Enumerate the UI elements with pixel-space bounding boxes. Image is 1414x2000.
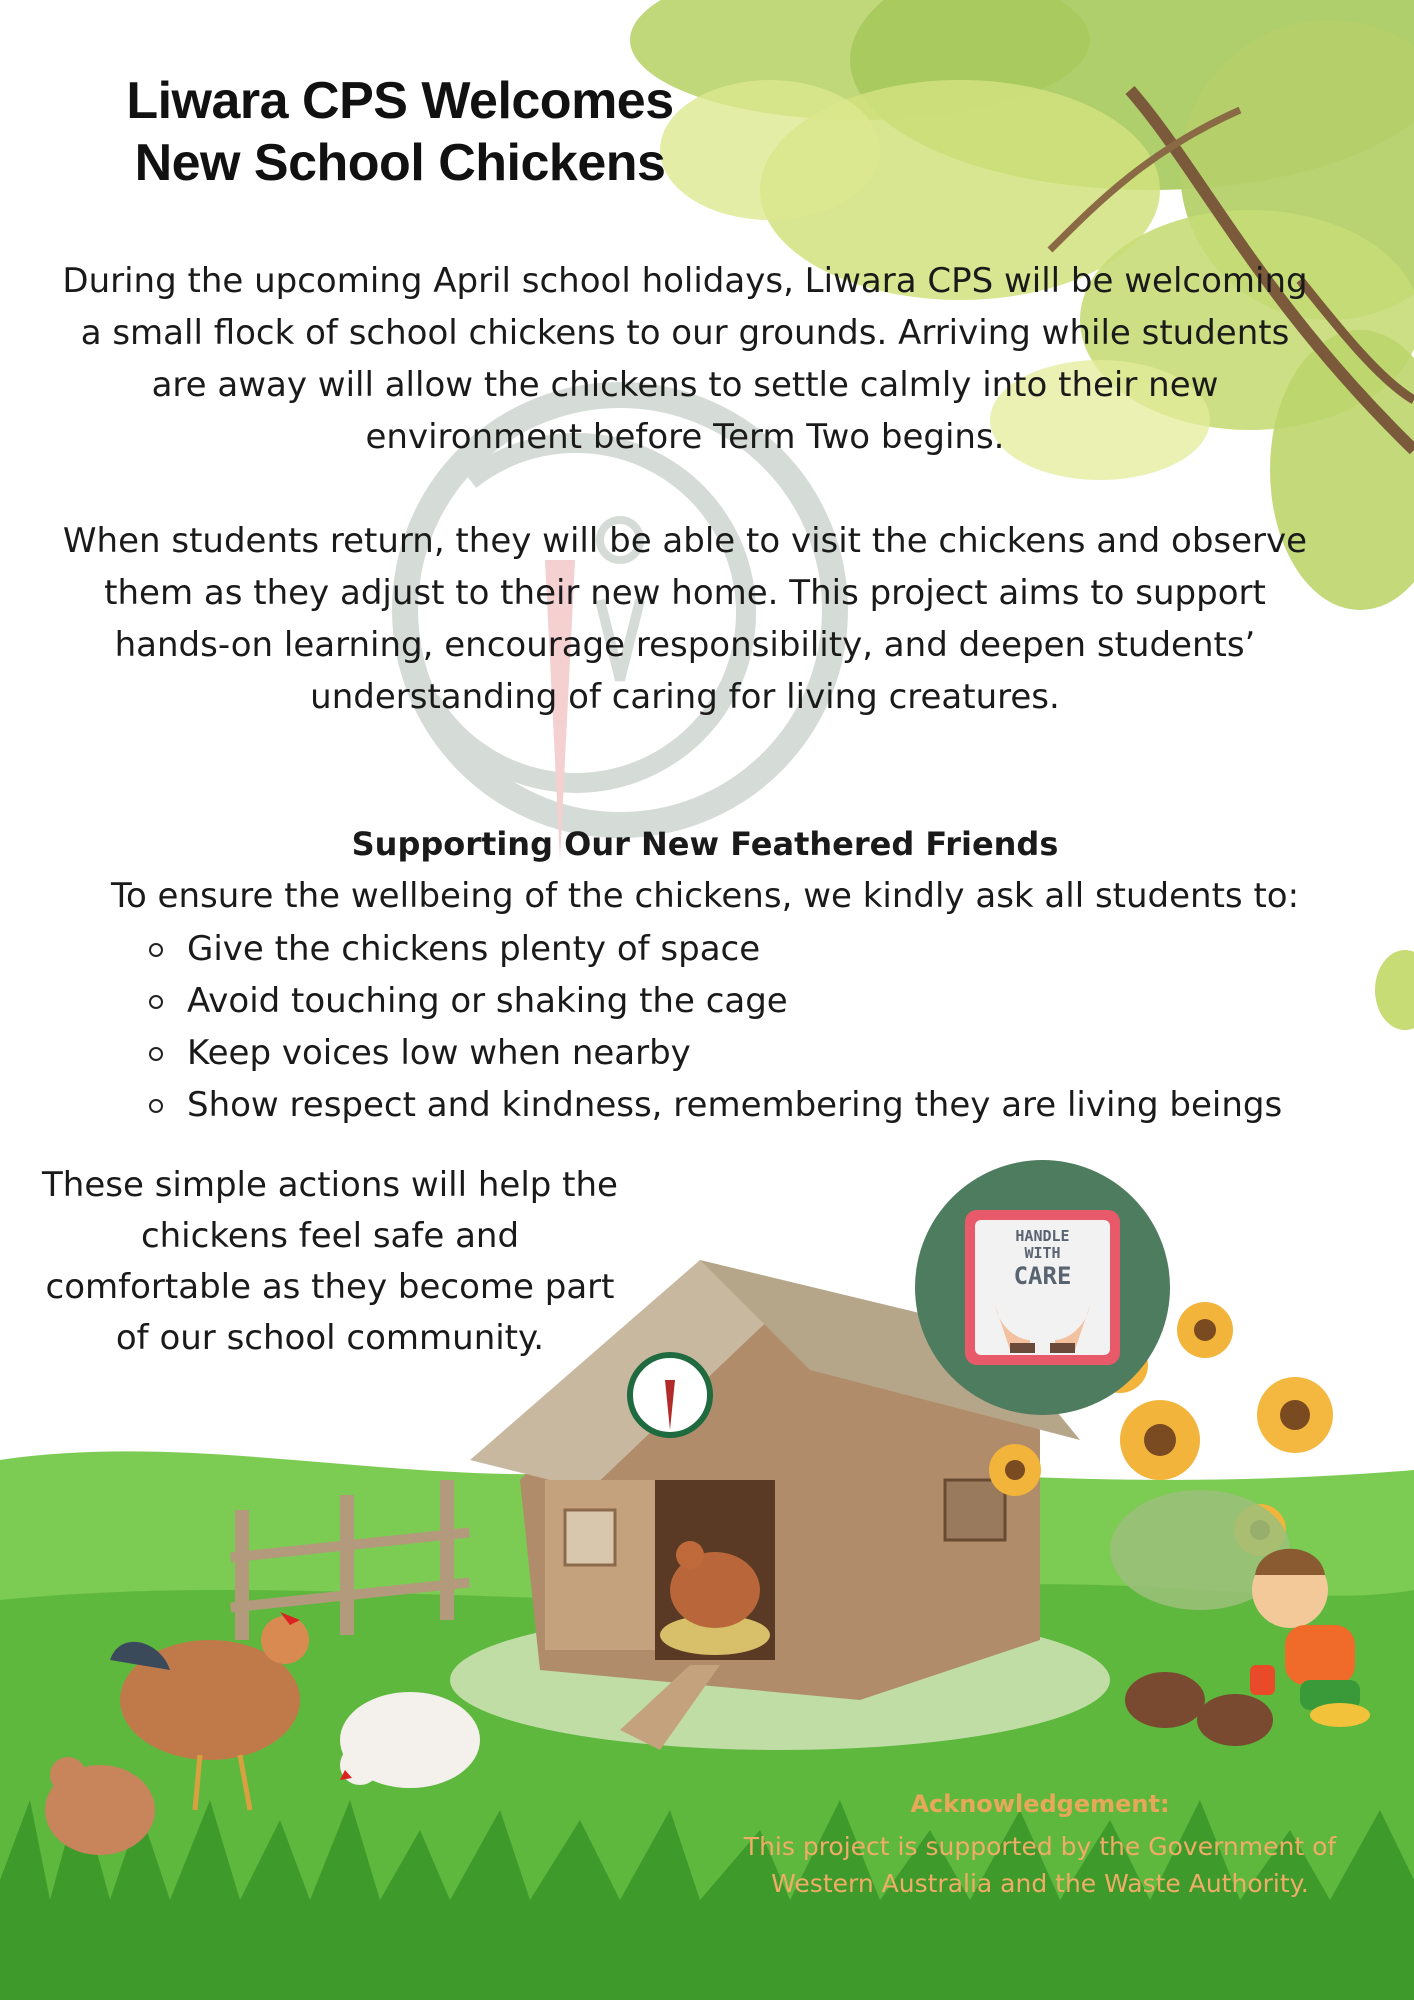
badge-line-2: WITH [1024, 1244, 1061, 1262]
page-title [40, 70, 760, 194]
title-line-2: New School Chickens [134, 134, 666, 192]
acknowledgement-text: This project is supported by the Government of Western Australia and the Waste Authority. [743, 1832, 1337, 1898]
circle-bullet-icon [149, 995, 163, 1009]
guidelines-heading: Supporting Our New Feathered Friends [351, 825, 1059, 863]
title-line-1: Liwara CPS Welcomes [126, 72, 674, 130]
guidelines-list [145, 923, 1282, 1131]
intro-paragraph-1: During the upcoming April school holidays, Liwara CPS will be welcoming a small flock of school chickens to our grounds. Arriving while students are away will allow the chickens to settle calmly into their new environment before Term Two begins. [62, 261, 1308, 457]
list-item [145, 975, 1282, 1027]
list-item [145, 1079, 1282, 1131]
circle-bullet-icon [149, 943, 163, 957]
list-item-text: Give the chickens plenty of space [187, 929, 761, 969]
list-item [145, 923, 1282, 975]
closing-paragraph: These simple actions will help the chickens feel safe and comfortable as they become part of our school community. [42, 1165, 618, 1358]
list-item-text: Keep voices low when nearby [187, 1033, 691, 1073]
guidelines-lead: To ensure the wellbeing of the chickens, we kindly ask all students to: [110, 876, 1300, 916]
list-item-text: Avoid touching or shaking the cage [187, 981, 788, 1021]
badge-line-3: CARE [1013, 1262, 1072, 1290]
open-hands-icon [975, 1285, 1110, 1355]
intro-paragraph-2: When students return, they will be able to visit the chickens and observe them as they adjust to their new home. This project aims to support hands-on learning, encourage responsibility, and deepen students’ understanding of caring for living creatures. [62, 521, 1308, 717]
list-item [145, 1027, 1282, 1079]
circle-bullet-icon [149, 1047, 163, 1061]
circle-bullet-icon [149, 1099, 163, 1113]
handle-with-care-icon [965, 1210, 1120, 1365]
badge-line-1: HANDLE [1015, 1227, 1070, 1245]
handle-with-care-badge [915, 1160, 1170, 1415]
acknowledgement-title: Acknowledgement: [910, 1790, 1170, 1818]
list-item-text: Show respect and kindness, remembering they are living beings [187, 1085, 1283, 1125]
